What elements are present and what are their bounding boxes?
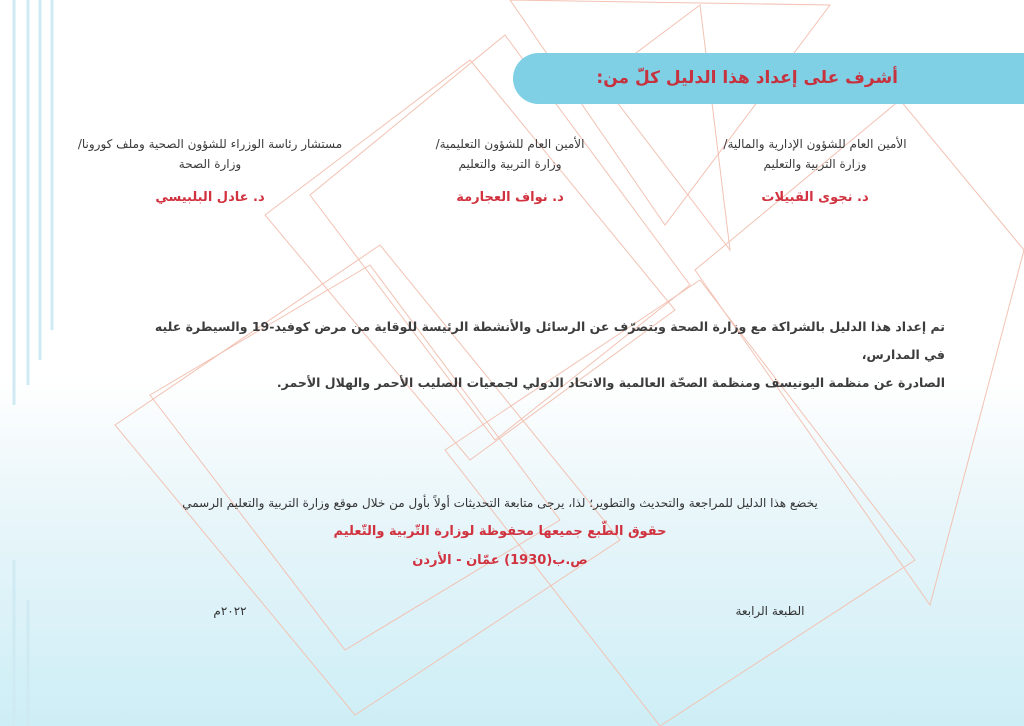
banner-title: أشرف على إعداد هذا الدليل كلّ من: — [596, 68, 898, 88]
supervisor-2-ministry: وزارة التربية والتعليم — [458, 157, 562, 171]
supervisor-1-ministry: وزارة التربية والتعليم — [763, 157, 867, 171]
description-paragraph — [150, 313, 945, 397]
supervisor-3-name: د. عادل البلبيسي — [155, 190, 265, 205]
vertical-stripes — [14, 0, 52, 726]
supervisor-2 — [400, 134, 620, 205]
supervisor-1-name: د. نجوى القبيلات — [761, 190, 869, 205]
supervisor-3-ministry: وزارة الصحة — [178, 157, 242, 171]
supervisor-3 — [60, 134, 360, 205]
edition-label: الطبعة الرابعة — [735, 604, 805, 618]
supervisor-1 — [700, 134, 930, 205]
publication-year: ٢٠٢٢م — [213, 604, 247, 618]
description-line-2: الصادرة عن منظمة اليونيسف ومنظمة الصحّة العالمية والاتحاد الدولي لجمعيات الصليب الأحمر والهلال الأحمر. — [276, 375, 945, 390]
copyright-notice: حقوق الطّبع جميعها محفوظة لوزارة التّربية والتّعليم — [333, 524, 667, 539]
review-note: يخضع هذا الدليل للمراجعة والتحديث والتطوير؛ لذا، يرجى متابعة التحديثات أولاً بأول من خلال موقع وزارة التربية والتعليم الرسمي — [182, 496, 818, 510]
supervisor-1-title: الأمين العام للشؤون الإدارية والمالية/ — [723, 137, 907, 151]
supervisor-3-title: مستشار رئاسة الوزراء للشؤون الصحية وملف كورونا/ — [77, 137, 343, 151]
description-line-1: تم إعداد هذا الدليل بالشراكة مع وزارة الصحة وبتصرّف عن الرسائل والأنشطة الرئيسة للوقاية من مرض كوفيد-19 والسيطرة عليه في المدارس، — [154, 319, 945, 362]
postal-address: ص.ب(1930) عمّان - الأردن — [412, 553, 588, 568]
supervisor-2-title: الأمين العام للشؤون التعليمية/ — [435, 137, 585, 151]
supervisor-2-name: د. نواف العجارمة — [456, 190, 564, 205]
header-banner — [513, 53, 1024, 104]
